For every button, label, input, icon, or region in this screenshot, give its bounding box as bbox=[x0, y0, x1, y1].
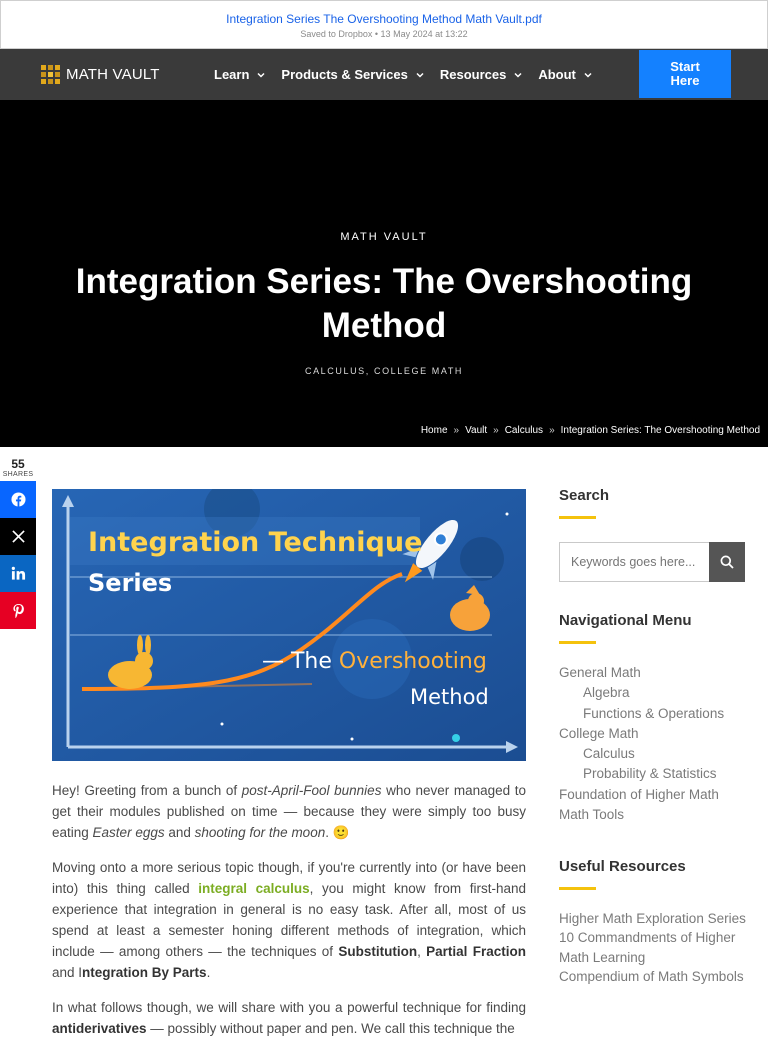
resource-link-10-commandments[interactable]: 10 Commandments of Higher Math Learning bbox=[559, 930, 736, 965]
article-paragraph-3: In what follows though, we will share with you a powerful technique for finding antiderivatives — possibly without paper and pen. We call this technique the bbox=[52, 1000, 526, 1036]
chevron-down-icon bbox=[257, 71, 265, 79]
nav-item-about[interactable] bbox=[538, 67, 592, 82]
linkedin-icon bbox=[11, 566, 26, 581]
facebook-icon bbox=[11, 492, 26, 507]
start-here-button[interactable] bbox=[639, 50, 731, 98]
share-count bbox=[0, 457, 36, 478]
nav-item-resources[interactable] bbox=[440, 67, 522, 82]
site-logo[interactable] bbox=[40, 64, 160, 85]
featured-image bbox=[52, 489, 526, 761]
breadcrumb-separator: » bbox=[549, 425, 555, 436]
menu-item-functions-operations[interactable]: Functions & Operations bbox=[583, 705, 725, 721]
sidebar-nav-title: Navigational Menu bbox=[559, 612, 692, 629]
breadcrumb-separator: » bbox=[453, 425, 460, 436]
share-count-label: SHARES bbox=[2, 471, 34, 478]
menu-item-probability-statistics[interactable]: Probability & Statistics bbox=[583, 766, 717, 782]
nav-item-products-services[interactable] bbox=[281, 67, 423, 82]
feature-line-1: Integration Technique bbox=[88, 527, 423, 558]
article-paragraph-1: Hey! Greeting from a bunch of post-April-Fool bunnies who never managed to get their modules published on time — because they were simply too busy eating Easter eggs and shooting for the moon. 🙂 bbox=[52, 783, 526, 840]
x-icon bbox=[12, 530, 25, 543]
sidebar-search-title: Search bbox=[559, 487, 610, 504]
share-facebook-button[interactable] bbox=[0, 481, 36, 518]
menu-item-math-tools[interactable]: Math Tools bbox=[559, 807, 625, 823]
article-body bbox=[52, 780, 526, 1053]
sidebar-resources-widget bbox=[559, 858, 749, 890]
pinterest-icon bbox=[12, 603, 25, 619]
article-paragraph-2: Moving onto a more serious topic though, if you're currently into (or have been into) this thing called integral calculus, you might know from first-hand experience that integration in general is no easy task. After all, most of us spend at least a semester honing different methods of integration, which include — among others — the techniques of Substitution, Partial Fraction and Integration By Parts. bbox=[52, 860, 527, 980]
main-menu bbox=[214, 67, 608, 82]
breadcrumb-calculus[interactable]: Calculus bbox=[504, 425, 544, 436]
nav-item-label: Resources bbox=[439, 67, 507, 82]
hero-kicker: MATH VAULT bbox=[340, 231, 428, 243]
search-input[interactable] bbox=[560, 543, 710, 581]
share-pinterest-button[interactable] bbox=[0, 592, 36, 629]
post-categories[interactable]: CALCULUS, COLLEGE MATH bbox=[304, 366, 464, 376]
integral-calculus-link[interactable]: integral calculus bbox=[198, 881, 310, 896]
dropbox-file-title[interactable]: Integration Series The Overshooting Method Math Vault.pdf bbox=[226, 12, 542, 26]
math-vault-logo-icon bbox=[40, 64, 61, 85]
breadcrumb-separator: » bbox=[493, 425, 499, 436]
dropbox-save-status: Saved to Dropbox • 13 May 2024 at 13:22 bbox=[300, 29, 468, 39]
breadcrumb-vault[interactable]: Vault bbox=[465, 425, 488, 436]
resources-list bbox=[559, 909, 759, 987]
dropbox-bar bbox=[0, 0, 768, 49]
search-icon bbox=[720, 555, 734, 569]
resource-link-compendium-symbols[interactable]: Compendium of Math Symbols bbox=[559, 969, 744, 985]
feature-line-2: Series bbox=[88, 569, 173, 597]
menu-item-general-math[interactable]: General Math bbox=[559, 665, 641, 680]
share-count-number: 55 bbox=[11, 457, 25, 471]
title-underline bbox=[559, 516, 596, 519]
sidebar-nav-widget bbox=[559, 612, 749, 644]
menu-item-college-math[interactable]: College Math bbox=[559, 725, 639, 741]
chevron-down-icon bbox=[514, 71, 522, 79]
feature-line-4: Method bbox=[410, 685, 489, 709]
menu-item-calculus[interactable]: Calculus bbox=[583, 746, 635, 762]
feature-line-3 bbox=[262, 649, 487, 674]
breadcrumb-home[interactable]: Home bbox=[420, 425, 448, 436]
search-button[interactable] bbox=[709, 542, 745, 582]
chevron-down-icon bbox=[584, 71, 592, 79]
nav-item-label: Products & Services bbox=[281, 67, 408, 82]
nav-item-label: Learn bbox=[214, 67, 250, 82]
nav-menu-list bbox=[559, 663, 759, 825]
menu-item-algebra[interactable]: Algebra bbox=[583, 685, 630, 701]
chevron-down-icon bbox=[416, 71, 424, 79]
start-here-line2: Here bbox=[670, 73, 700, 88]
title-underline bbox=[559, 641, 596, 644]
breadcrumb-current: Integration Series: The Overshooting Method bbox=[560, 425, 760, 436]
search-form bbox=[559, 542, 745, 582]
feature-line-3-prefix: — The bbox=[262, 649, 339, 674]
nav-item-label: About bbox=[538, 67, 576, 82]
logo-text: MATH VAULT bbox=[66, 66, 160, 83]
start-here-line1: Start bbox=[670, 59, 700, 74]
resource-link-higher-math-exploration[interactable]: Higher Math Exploration Series bbox=[559, 911, 746, 926]
breadcrumb bbox=[421, 425, 760, 436]
title-underline bbox=[559, 887, 596, 890]
hero-banner bbox=[0, 100, 768, 447]
menu-item-foundation-higher-math[interactable]: Foundation of Higher Math bbox=[559, 786, 719, 802]
site-navbar bbox=[0, 49, 768, 100]
sidebar-resources-title: Useful Resources bbox=[559, 858, 686, 875]
share-x-button[interactable] bbox=[0, 518, 36, 555]
page-title: Integration Series: The Overshooting Method bbox=[75, 262, 693, 345]
feature-line-3-highlight: Overshooting bbox=[338, 649, 487, 674]
sidebar-search-widget bbox=[559, 487, 749, 519]
share-linkedin-button[interactable] bbox=[0, 555, 36, 592]
nav-item-learn[interactable] bbox=[214, 67, 265, 82]
